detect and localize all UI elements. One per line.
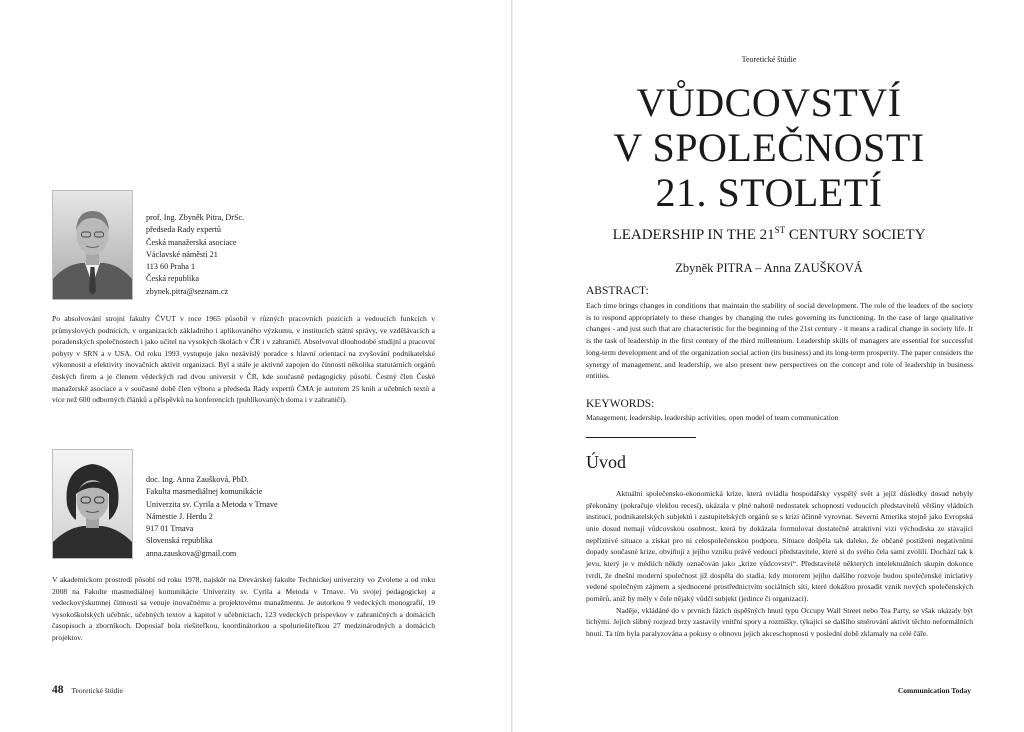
contact-line: Námestie J. Herdu 2	[146, 511, 213, 521]
author1-bio: Po absolvování strojní fakulty ČVUT v roce 1965 působil v různých pracovních pozicích a vedoucích funkcích v průmyslových podnicích, v organizacích základního i aplikovaného výzkumu, v institucích státní správy, ve vzdělávacích a poradenských společnostech i jako učitel na vysokých školách v ČR i v zahraničí. Absolvoval dlouhodobé studijní a pracovní pobyty v SRN a v USA. Od roku 1993 vystupuje jako nezávislý poradce s hlavní orientací na zvyšování podnikatelské výkonnosti a efektivity inovačních aktivit organizací. Byl a stále je aktivně zapojen do činnosti několika statutárních orgánů českých firem a je členem vědeckých rad dvou universit v ČR, kde současně pedagogicky působí. Čestný člen České manažerské asociace a v současné době člen výboru a předseda Rady expertů ČMA je autorem 25 knih a učebních textů a více než 600 odborných článků a příspěvků na konferencích (publikovaných doma i v zahraničí).	[52, 314, 435, 405]
contact-line: Fakulta masmediálnej komunikácie	[146, 487, 263, 497]
title-line: VŮDCOVSTVÍ	[636, 80, 902, 125]
portrait-man-image	[53, 191, 132, 299]
article-authors: Zbyněk PITRA – Anna ZAUŠKOVÁ	[675, 261, 863, 275]
subtitle-superscript: ST	[774, 225, 786, 235]
contact-line: 917 01 Trnava	[146, 524, 194, 534]
subtitle-text-end: CENTURY SOCIETY	[785, 227, 926, 243]
abstract-text: Each time brings changes in conditions that maintain the stability of social development. The role of the leaders of the society is to respond appropriately to these changes by changing the rules governing its functioning. In the case of large qualitative changes - and just such that are characteristic for the beginning of the 21st century - it means a radical change in society life. It is the task of leadership in the first century of the third millennium. Leadership skills of managers are essential for successful long-term development and of the organization social action (its business) and its long-term prosperity. The paper considers the synergy of management, and leadership, we also present new perspectives on the concept and role of leadership in business entities.	[586, 301, 973, 381]
section-label: Teoretické štúdie	[741, 55, 797, 64]
keywords-heading: KEYWORDS:	[586, 398, 655, 410]
contact-line: Česká manažerská asociace	[146, 237, 237, 247]
author2-email: anna.zauskova@gmail.com	[146, 548, 237, 558]
intro-body	[586, 488, 973, 640]
running-section: Teoretické štúdie	[71, 686, 123, 695]
book-spine	[511, 0, 513, 732]
author2-contact	[146, 474, 278, 560]
left-page-footer	[52, 684, 123, 696]
author1-email: zbynek.pitra@seznam.cz	[146, 286, 229, 296]
contact-line: doc. Ing. Anna Zaušková, PhD.	[146, 475, 249, 484]
abstract-heading: ABSTRACT:	[586, 285, 649, 297]
author2-bio: V akademickom prostredí pôsobí od roku 1978, najskôr na Drevárskej fakulte Technickej univerzity vo Zvolene a od roku 2008 na Fakulte masmediálnej komunikácie Univerzity sv. Cyrila a Metoda v Trnave. Vo svojej pedagogickej a vedeckovýskumnej činnosti sa venuje inovačnému a projektovému manažmentu. Je autorkou 9 vedeckých monografií, 19 vysokoškolských učebníc, učebných textov a kapitol v učebniciach, 123 vedeckých príspevkov v zahraničných a domácich časopisoch a zborníkoch. Doposiaľ bola riešiteľkou, koordinátorkou a spoluriešiteľkou 27 medzinárodných a domácich projektov.	[52, 575, 435, 642]
contact-line: Slovenská republika	[146, 536, 213, 546]
section-divider	[586, 437, 696, 438]
title-line: V SPOLEČNOSTI	[613, 125, 925, 170]
article-subtitle	[514, 225, 1024, 244]
author-photo-pitra	[52, 190, 133, 300]
article-title	[514, 80, 1024, 215]
portrait-woman-image	[53, 450, 132, 558]
intro-paragraph: Naděje, vkládáné do v prvních fázích úspěšných hnutí typu Occupy Wall Street nebo Tea Party, se však ukázaly být lichými. Jejich slibný rozjezd brzy zastavily vnitřní spory a rozmíšky, týkající se dalšího směrování aktivit těchto neformálních hnutí. Ta tím byla paralyzována a pokusy o obnovu jejich akceschopnosti v poslední době zklamaly na celé čáře.	[586, 605, 973, 638]
contact-line: Univerzita sv. Cyrila a Metoda v Trnave	[146, 499, 278, 509]
contact-line: prof. Ing. Zbyněk Pitra, DrSc.	[146, 213, 245, 222]
right-page	[514, 0, 1024, 732]
intro-paragraph: Aktuální společensko-ekonomická krize, která ovládla hospodářsky vyspělý svět a jejíž důsledky dosud nebyly překonány (pokračuje vleklou recesí), ukázala v plné nahotě nedostatek schopností vedoucích představitelů většiny vládních institucí, podnikatelských subjektů i zastupitelských orgánů se s krizí účinně vyrovnat. Severní Amerika stejně jako Evropská unie dosud nemají vůdcovskou osobnost, která by dokázala formulovat dostatečně atraktivní vizi východiska ze stávající nepříznivé situace a získat pro ni celospolečenskou podporu. Situace došpěla tak daleko, že občané postižení negativními dopady současné krize, obviňují z jejího vzniku právě vedoucí představitele, které si do svého čela sami zvolili. Dochází tak k jevu, který je v médiích někdy označován jako „krize vůdcovství“. Představitelé některých intelektuálních skupin dokonce tvrdí, že dnešní moderní společnost již dospěla do stadia, kdy motorem jejího dalšího rozvoje budou společenské iniciativy vedené společným zájmem a sjednocené prostřednictvím sociálních sítí, které dokážou prosadit vznik nových společenských poměrů, aniž by měly v čele nějaký vůdčí subjekt (jedince či organizaci).	[586, 489, 973, 603]
contact-line: Česká republika	[146, 274, 199, 284]
title-line: 21. STOLETÍ	[655, 170, 883, 215]
subtitle-text: LEADERSHIP IN THE 21	[612, 227, 775, 243]
journal-name-footer: Communication Today	[897, 686, 971, 695]
contact-line: Václavské náměstí 21	[146, 249, 218, 259]
page-number: 48	[52, 684, 64, 696]
intro-heading: Úvod	[586, 452, 626, 472]
keywords-text: Management, leadership, leadership activities, open model of team communication	[586, 413, 839, 422]
author1-contact	[146, 212, 244, 298]
author-photo-zauskova	[52, 449, 133, 559]
contact-line: 113 60 Praha 1	[146, 262, 196, 272]
contact-line: předseda Rady expertů	[146, 225, 222, 235]
